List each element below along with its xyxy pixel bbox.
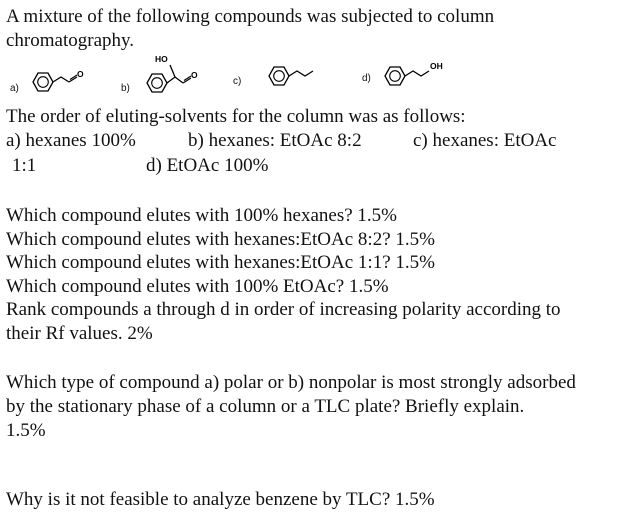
solvent-b: b) hexanes: EtOAc 8:2 <box>188 130 362 151</box>
structure-b-oxygen: O <box>191 70 198 80</box>
structure-a-oxygen: O <box>77 69 84 79</box>
structure-d-hydroxyl: OH <box>430 61 443 71</box>
question-5-line-2: their Rf values. 2% <box>6 323 153 344</box>
intro-line-1: A mixture of the following compounds was subjected to column <box>6 6 495 27</box>
question-6-line-3: 1.5% <box>6 420 46 441</box>
question-1: Which compound elutes with 100% hexanes? 1.5% <box>6 205 397 226</box>
question-7: Why is it not feasible to analyze benzene by TLC? 1.5% <box>6 489 435 510</box>
structure-b-label: b) <box>121 83 130 94</box>
question-5-line-1: Rank compounds a through d in order of increasing polarity according to <box>6 299 561 320</box>
structure-d-drawing <box>378 54 458 94</box>
question-2: Which compound elutes with hexanes:EtOAc 8:2? 1.5% <box>6 229 435 250</box>
question-6-line-1: Which type of compound a) polar or b) nonpolar is most strongly adsorbed <box>6 372 576 393</box>
structure-c-label: c) <box>233 76 242 87</box>
solvent-c-ratio: 1:1 <box>12 155 37 176</box>
structure-b-drawing <box>140 50 220 102</box>
solvents-intro: The order of eluting-solvents for the column was as follows: <box>6 106 466 127</box>
solvent-a: a) hexanes 100% <box>6 130 136 151</box>
question-4: Which compound elutes with 100% EtOAc? 1.5% <box>6 276 389 297</box>
question-3: Which compound elutes with hexanes:EtOAc 1:1? 1.5% <box>6 252 435 273</box>
structure-b-hydroxyl: HO <box>155 54 168 64</box>
structure-d-label: d) <box>362 73 371 84</box>
intro-line-2: chromatography. <box>6 30 135 51</box>
structure-c-drawing <box>262 58 332 94</box>
solvent-d: d) EtOAc 100% <box>146 155 269 176</box>
structure-a-drawing <box>26 64 98 102</box>
solvent-c: c) hexanes: EtOAc <box>413 130 557 151</box>
question-6-line-2: by the stationary phase of a column or a TLC plate? Briefly explain. <box>6 396 525 417</box>
structure-a-label: a) <box>10 83 19 94</box>
